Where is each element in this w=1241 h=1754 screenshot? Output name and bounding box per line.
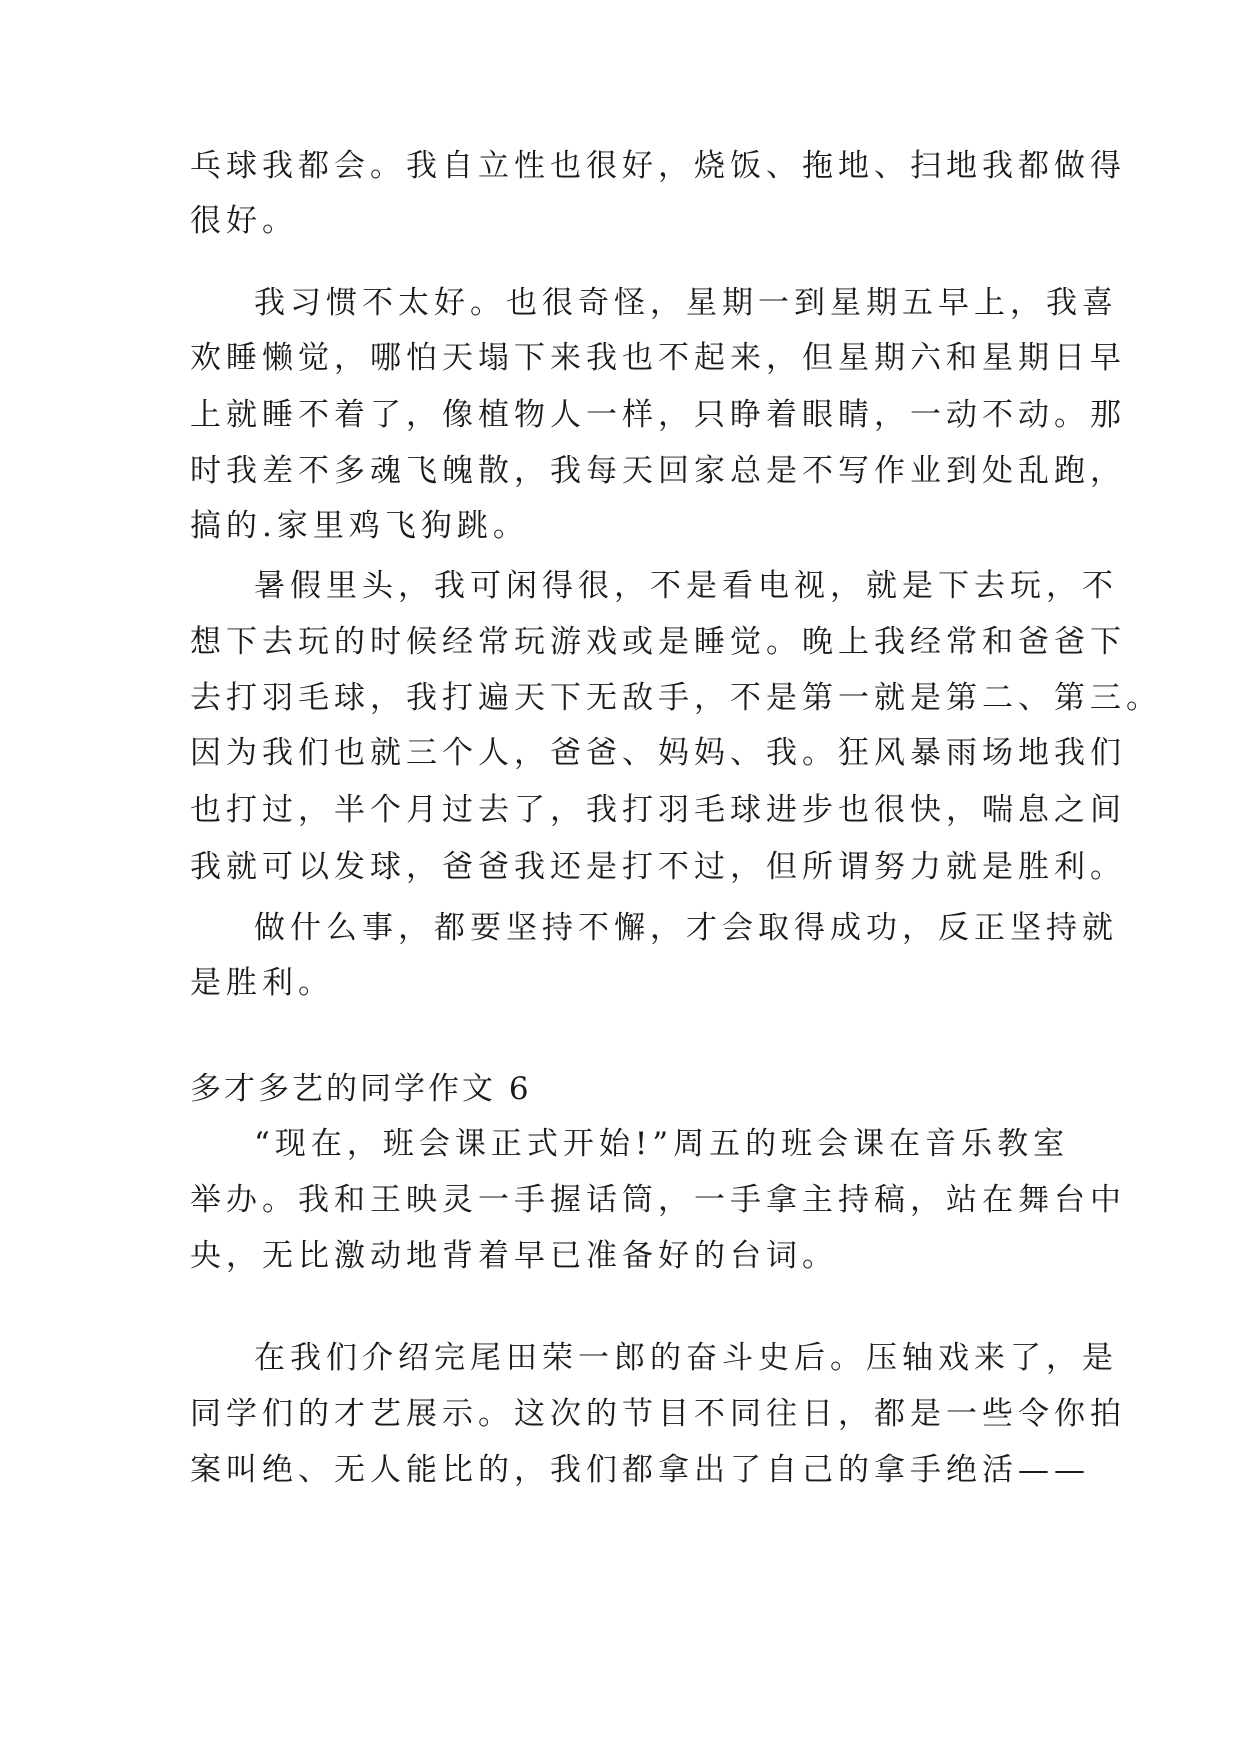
text-line: 在我们介绍完尾田荣一郎的奋斗史后。压轴戏来了，是 (254, 1340, 1118, 1376)
section-title: 多才多艺的同学作文 6 (190, 1071, 532, 1107)
text-line: 因为我们也就三个人，爸爸、妈妈、我。狂风暴雨场地我们 (190, 735, 1126, 771)
text-line: 案叫绝、无人能比的，我们都拿出了自己的拿手绝活—— (190, 1452, 1090, 1488)
text-line: 我就可以发球，爸爸我还是打不过，但所谓努力就是胜利。 (190, 849, 1126, 885)
text-line: 我习惯不太好。也很奇怪，星期一到星期五早上，我喜 (254, 285, 1118, 321)
text-line: 搞的.家里鸡飞狗跳。 (190, 508, 529, 544)
text-line: 也打过，半个月过去了，我打羽毛球进步也很快，喘息之间 (190, 792, 1126, 828)
text-line: 乓球我都会。我自立性也很好，烧饭、拖地、扫地我都做得 (190, 148, 1126, 184)
text-line: 举办。我和王映灵一手握话筒，一手拿主持稿，站在舞台中 (190, 1182, 1126, 1218)
text-line: 是胜利。 (190, 965, 334, 1001)
text-line: 很好。 (190, 203, 298, 239)
text-line: 去打羽毛球，我打遍天下无敌手，不是第一就是第二、第三。 (190, 680, 1162, 716)
text-line: 欢睡懒觉，哪怕天塌下来我也不起来，但星期六和星期日早 (190, 340, 1126, 376)
text-line: 暑假里头，我可闲得很，不是看电视，就是下去玩，不 (254, 568, 1118, 604)
text-line: 做什么事，都要坚持不懈，才会取得成功，反正坚持就 (254, 910, 1118, 946)
text-line: 同学们的才艺展示。这次的节目不同往日，都是一些令你拍 (190, 1396, 1126, 1432)
text-line: 央，无比激动地背着早已准备好的台词。 (190, 1238, 838, 1274)
text-line: 上就睡不着了，像植物人一样，只睁着眼睛，一动不动。那 (190, 397, 1126, 433)
text-line: 时我差不多魂飞魄散，我每天回家总是不写作业到处乱跑， (190, 453, 1126, 489)
text-line: 想下去玩的时候经常玩游戏或是睡觉。晚上我经常和爸爸下 (190, 624, 1126, 660)
text-line: “现在，班会课正式开始!”周五的班会课在音乐教室 (254, 1126, 1070, 1162)
